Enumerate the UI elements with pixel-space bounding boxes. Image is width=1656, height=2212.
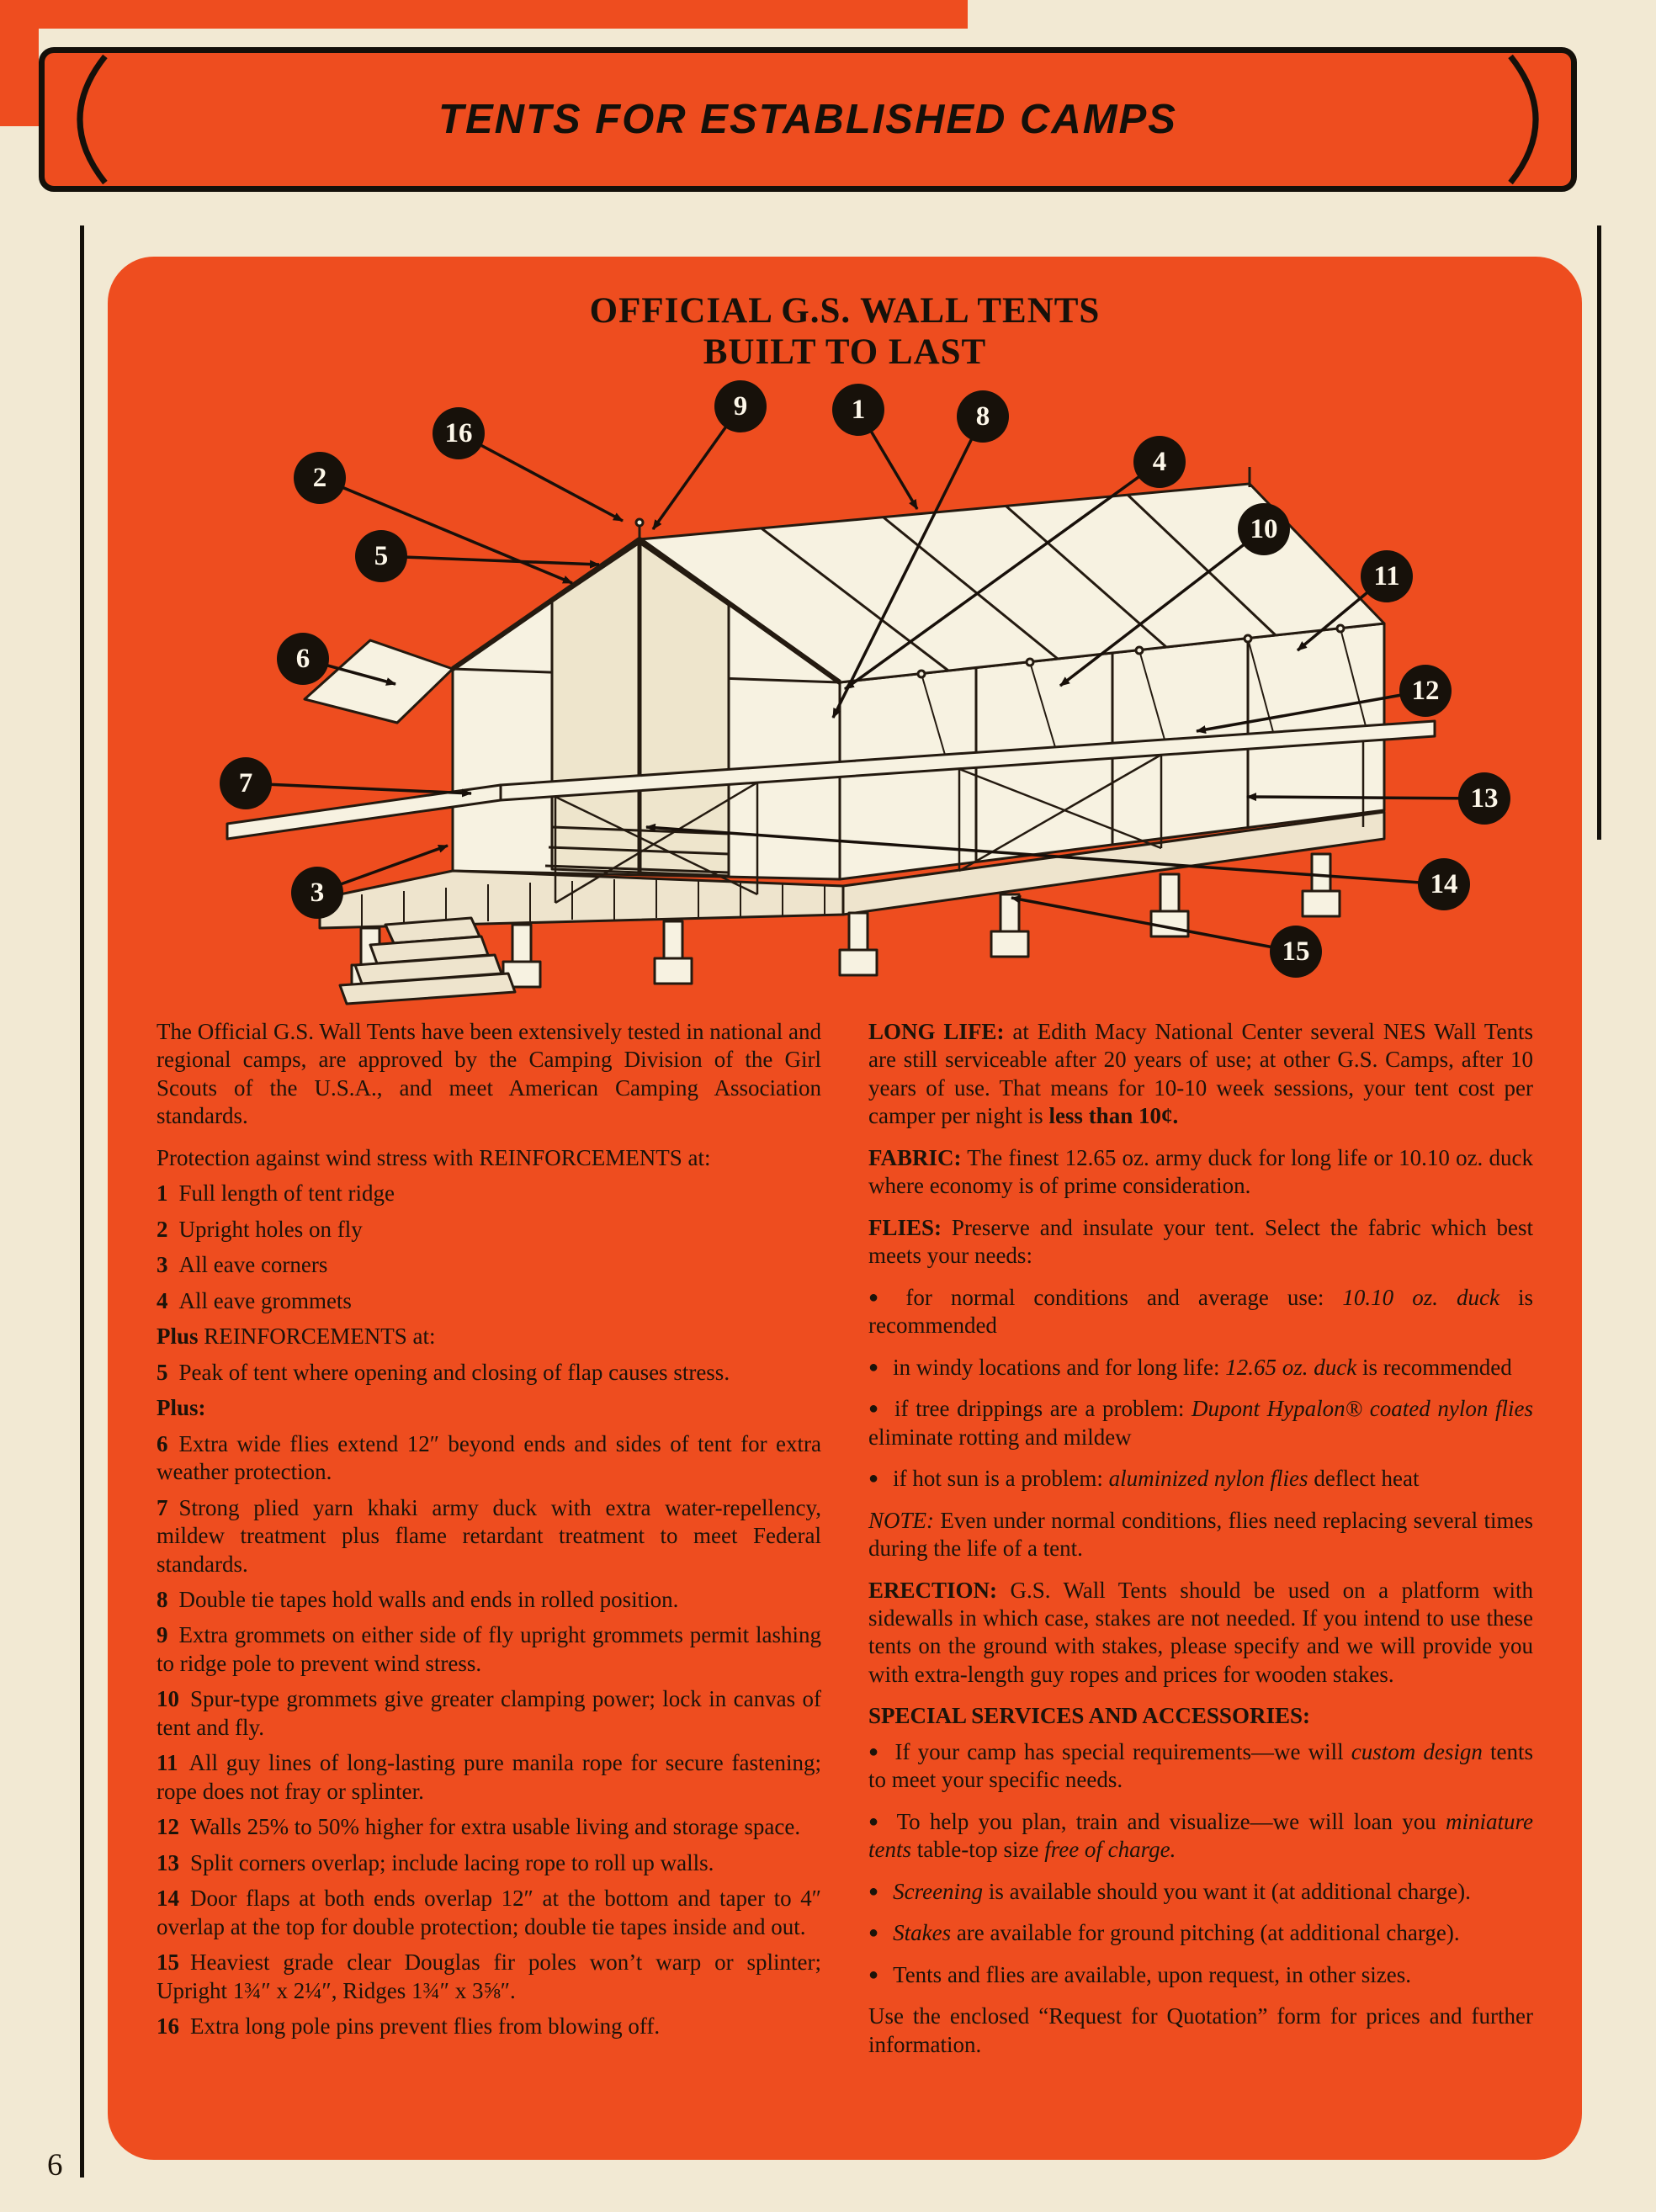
feature-text: All guy lines of long-lasting pure manila rope for secure fastening; rope does not fray or splinter. — [157, 1750, 821, 1804]
feature-text: Heaviest grade clear Douglas fir poles won’t warp or splinter; Upright 1¾″ x 2¼″, Ridges 1¾″ x 3⅝″. — [157, 1949, 821, 2003]
content-card — [108, 257, 1582, 2160]
feature-number: 15 — [157, 1949, 179, 1976]
feature-number: 7 — [157, 1494, 168, 1520]
text-columns — [108, 1018, 1582, 2072]
feature-text: Split corners overlap; include lacing rope to roll up walls. — [190, 1849, 714, 1875]
feature-item-12 — [157, 1813, 821, 1841]
protection-heading: Protection against wind stress with REINFORCEMENTS at: — [157, 1144, 711, 1170]
feature-item-3 — [157, 1251, 821, 1279]
flies-bullet-3: ● if tree drippings are a problem: Dupont Hypalon® coated nylon flies eliminate rotting and mildew — [868, 1395, 1533, 1451]
feature-text: Upright holes on fly — [178, 1216, 363, 1242]
feature-item-2 — [157, 1216, 821, 1244]
feature-text: Spur-type grommets give greater clamping power; lock in canvas of tent and fly. — [157, 1686, 821, 1740]
right-vertical-rule — [1597, 225, 1601, 840]
callout-14: 14 — [1418, 858, 1470, 910]
feature-item-1 — [157, 1180, 821, 1207]
feature-item-10 — [157, 1685, 821, 1742]
special-services-heading: SPECIAL SERVICES AND ACCESSORIES: — [868, 1703, 1310, 1729]
feature-text: Double tie tapes hold walls and ends in rolled position. — [178, 1586, 679, 1612]
callout-7: 7 — [220, 757, 272, 809]
feature-text: Walls 25% to 50% higher for extra usable living and storage space. — [190, 1814, 801, 1840]
note-paragraph: NOTE: Even under normal conditions, flies need replacing several times during the life of a tent. — [868, 1507, 1533, 1562]
left-column — [157, 1018, 821, 2072]
feature-item-13 — [157, 1849, 821, 1877]
erection-paragraph: ERECTION: G.S. Wall Tents should be used on a platform with sidewalls in which case, stakes are not needed. If you intend to use these tents on the ground with stakes, please specify and we will provide you with extra-length guy ropes and prices for wooden stakes. — [868, 1577, 1533, 1687]
feature-number: 8 — [157, 1586, 168, 1612]
page-number: 6 — [47, 2148, 63, 2183]
feature-text: Door flaps at both ends overlap 12″ at the bottom and taper to 4″ overlap at the top for double protection; double tie tapes inside and out. — [157, 1886, 821, 1939]
feature-item-8 — [157, 1586, 821, 1614]
feature-number: 4 — [157, 1287, 168, 1313]
feature-number: 14 — [157, 1886, 179, 1912]
callout-12: 12 — [1399, 665, 1452, 717]
feature-number: 3 — [157, 1252, 168, 1278]
feature-text: Full length of tent ridge — [178, 1180, 395, 1207]
feature-item-9 — [157, 1621, 821, 1678]
feature-item-5 — [157, 1359, 821, 1387]
feature-item-15 — [157, 1949, 821, 2005]
feature-number: 1 — [157, 1180, 168, 1207]
feature-number: 6 — [157, 1430, 168, 1456]
callout-15: 15 — [1270, 926, 1322, 978]
plus-reinforcements-heading: Plus REINFORCEMENTS at: — [157, 1323, 436, 1350]
feature-number: 10 — [157, 1686, 179, 1712]
callout-4: 4 — [1133, 436, 1186, 488]
callout-8: 8 — [957, 390, 1009, 443]
page-title: TENTS FOR ESTABLISHED CAMPS — [438, 97, 1177, 142]
callout-3: 3 — [291, 867, 343, 919]
top-edge-bleed — [0, 0, 968, 29]
feature-item-7 — [157, 1494, 821, 1578]
long-life-paragraph: LONG LIFE: at Edith Macy National Center several NES Wall Tents are still serviceable after 20 years of use; at other G.S. Camps, after 10 years of use. That means for 10-10 week sessions, your tent cost per camper per night is less than 10¢. — [868, 1019, 1533, 1129]
callout-11: 11 — [1361, 550, 1413, 602]
feature-text: Strong plied yarn khaki army duck with extra water-repellency, mildew treatment plus flame retardant treatment to meet Federal standards. — [157, 1494, 821, 1577]
feature-number: 2 — [157, 1216, 168, 1242]
flies-bullet-1: ● for normal conditions and average use: 10.10 oz. duck is recommended — [868, 1284, 1533, 1340]
left-vertical-rule — [80, 225, 84, 2178]
feature-number: 16 — [157, 2013, 179, 2040]
feature-item-16 — [157, 2013, 821, 2040]
special-bullet-1: ● If your camp has special requirements—we will custom design tents to meet your specific needs. — [868, 1738, 1533, 1795]
callout-6: 6 — [277, 633, 329, 685]
feature-text: Extra wide flies extend 12″ beyond ends and sides of tent for extra weather protection. — [157, 1430, 821, 1485]
callout-9: 9 — [714, 380, 767, 432]
feature-number: 13 — [157, 1849, 179, 1875]
flies-paragraph: FLIES: Preserve and insulate your tent. Select the fabric which best meets your needs: — [868, 1214, 1533, 1269]
feature-item-14 — [157, 1885, 821, 1941]
callout-10: 10 — [1238, 503, 1290, 555]
feature-number: 9 — [157, 1622, 168, 1648]
feature-number: 11 — [157, 1750, 178, 1776]
title-banner — [39, 47, 1577, 192]
flies-bullet-2: ● in windy locations and for long life: 12.65 oz. duck is recommended — [868, 1354, 1533, 1382]
special-bullet-2: ● To help you plan, train and visualize—we will loan you miniature tents table-top size free of charge. — [868, 1808, 1533, 1865]
left-edge-bleed — [0, 0, 39, 126]
feature-item-4 — [157, 1287, 821, 1315]
feature-item-11 — [157, 1749, 821, 1806]
feature-text: Peak of tent where opening and closing of flap causes stress. — [178, 1359, 730, 1385]
feature-text: Extra grommets on either side of fly upright grommets permit lashing to ridge pole to prevent wind stress. — [157, 1622, 821, 1676]
right-column — [868, 1018, 1533, 2072]
callout-16: 16 — [433, 407, 485, 459]
card-heading-line2: BUILT TO LAST — [703, 332, 987, 373]
special-bullet-3: ● Screening is available should you want it (at additional charge). — [868, 1878, 1533, 1906]
flies-bullet-4: ● if hot sun is a problem: aluminized nylon flies deflect heat — [868, 1465, 1533, 1493]
card-heading-line1: OFFICIAL G.S. WALL TENTS — [589, 291, 1101, 331]
feature-text: Extra long pole pins prevent flies from blowing off. — [190, 2013, 661, 2040]
special-bullet-5: ● Tents and flies are available, upon request, in other sizes. — [868, 1961, 1533, 1989]
callout-2: 2 — [294, 452, 346, 504]
plus-heading: Plus: — [157, 1395, 206, 1421]
callout-13: 13 — [1458, 772, 1510, 825]
feature-text: All eave grommets — [178, 1287, 352, 1313]
feature-text: All eave corners — [178, 1252, 328, 1278]
callout-1: 1 — [832, 384, 884, 436]
closing-paragraph: Use the enclosed “Request for Quotation” form for prices and further information. — [868, 2003, 1533, 2057]
callout-5: 5 — [355, 530, 407, 582]
fabric-paragraph: FABRIC: The finest 12.65 oz. army duck for long life or 10.10 oz. duck where economy is of prime consideration. — [868, 1144, 1533, 1199]
feature-number: 5 — [157, 1359, 168, 1385]
tent-diagram — [118, 356, 1548, 1029]
intro-paragraph: The Official G.S. Wall Tents have been extensively tested in national and regional camps, are approved by the Camping Division of the Girl Scouts of the U.S.A., and meet American Camping Association standards. — [157, 1019, 821, 1129]
special-bullet-4: ● Stakes are available for ground pitching (at additional charge). — [868, 1919, 1533, 1947]
feature-number: 12 — [157, 1814, 179, 1840]
feature-item-6 — [157, 1430, 821, 1487]
